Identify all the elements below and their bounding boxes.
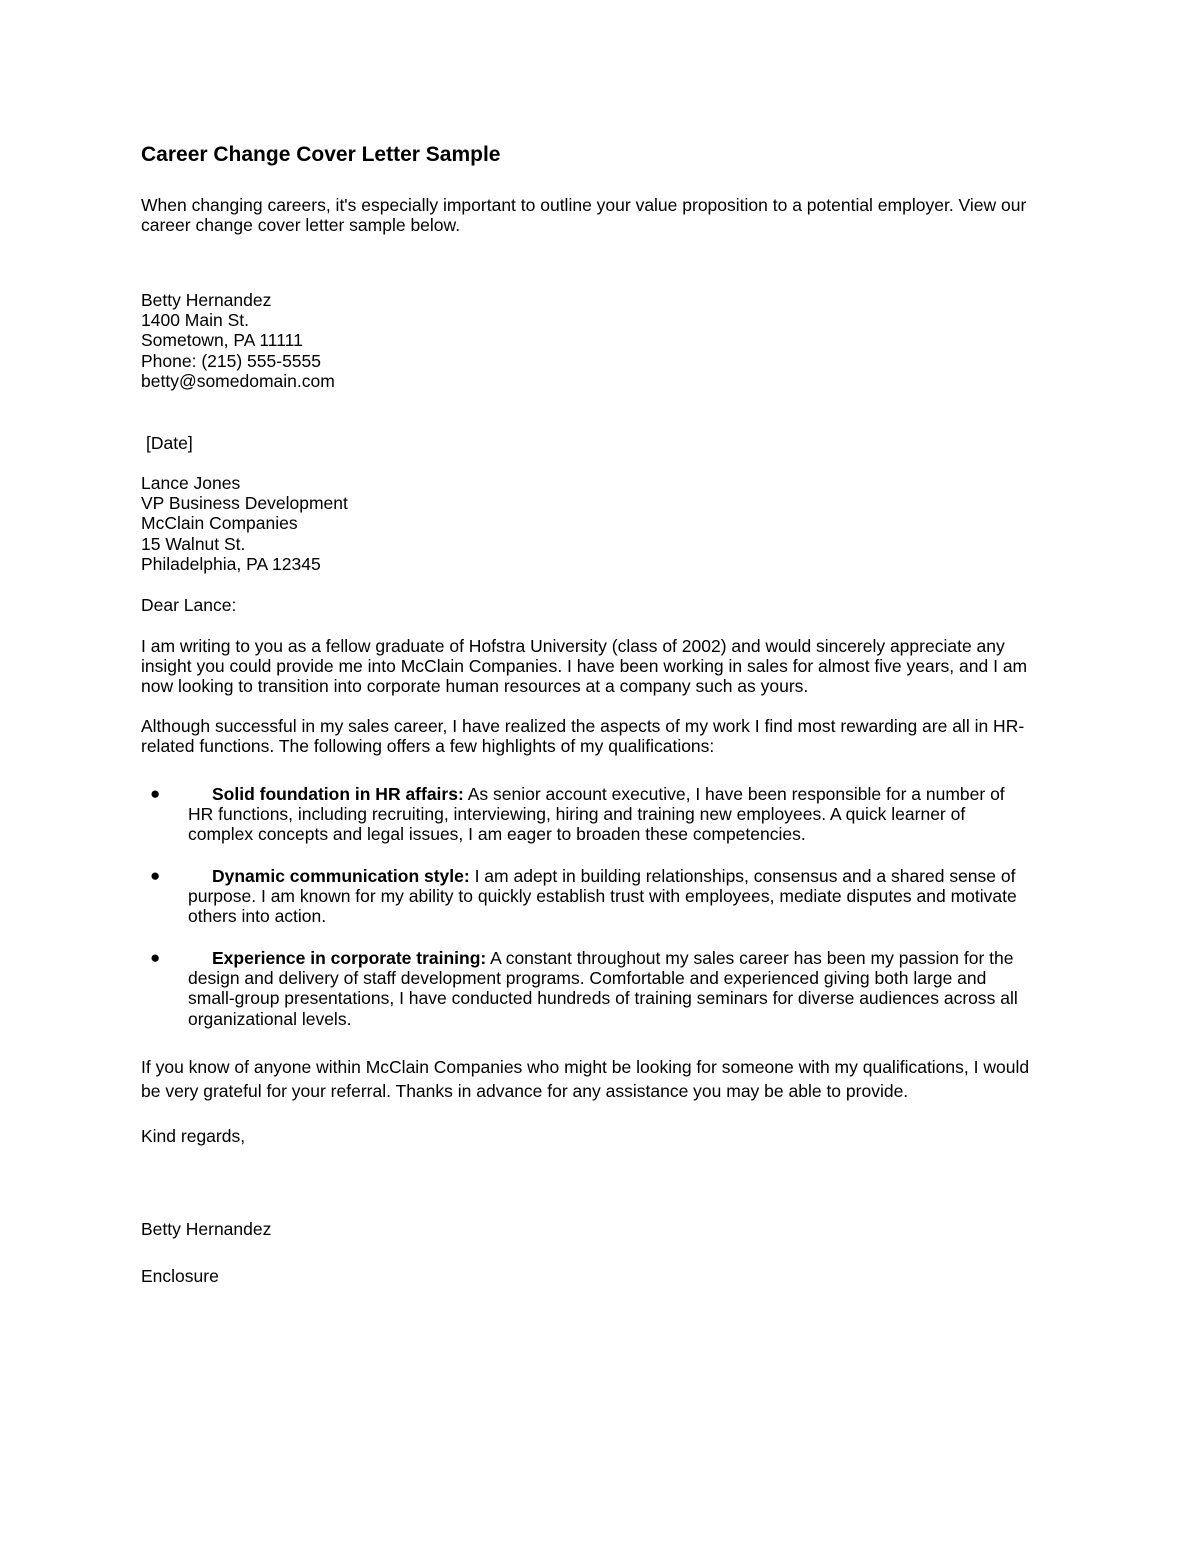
list-item-text <box>188 784 1038 845</box>
sender-address <box>141 290 1041 391</box>
list-item-text <box>188 948 1038 1029</box>
sender-street: 1400 Main St. <box>141 310 249 331</box>
sender-name: Betty Hernandez <box>141 290 272 310</box>
bullet-icon: ● <box>150 948 161 967</box>
body-paragraph-3 <box>141 1055 1041 1103</box>
recipient-street: 15 Walnut St. <box>141 533 246 554</box>
recipient-name: Lance Jones <box>141 473 241 493</box>
sender-city: Sometown, PA 11111 <box>141 330 303 351</box>
enclosure-note: Enclosure <box>141 1266 219 1286</box>
sender-phone: Phone: (215) 555-5555 <box>141 350 321 371</box>
list-item-line: I am adept in building relationships, consensus and a shared sense of <box>469 866 1016 886</box>
paragraph-line: I am writing to you as a fellow graduate of Hofstra University (class of 2002) and would sincerely appreciate any <box>141 636 1005 656</box>
recipient-address <box>141 473 1041 574</box>
salutation: Dear Lance: <box>141 595 237 615</box>
recipient-company: McClain Companies <box>141 513 298 534</box>
recipient-title: VP Business Development <box>141 493 348 514</box>
list-item-line: design and delivery of staff development programs. Comfortable and experienced giving both large and <box>188 968 987 989</box>
list-item-line: others into action. <box>188 906 327 927</box>
intro-paragraph <box>141 195 1041 235</box>
paragraph-line: If you know of anyone within McClain Companies who might be looking for someone with my qualifications, I would <box>141 1057 1030 1077</box>
list-item-line: organizational levels. <box>188 1008 352 1029</box>
paragraph-line: now looking to transition into corporate human resources at a company such as yours. <box>141 676 809 697</box>
sender-email: betty@somedomain.com <box>141 370 335 391</box>
bullet-icon: ● <box>150 866 161 885</box>
paragraph-line: be very grateful for your referral. Thanks in advance for any assistance you may be able to provide. <box>141 1081 909 1101</box>
intro-line: career change cover letter sample below. <box>141 215 461 236</box>
list-item-line: complex concepts and legal issues, I am eager to broaden these competencies. <box>188 824 806 845</box>
list-item-heading: Experience in corporate training: <box>212 948 487 968</box>
list-item-line: purpose. I am known for my ability to quickly establish trust with employees, mediate disputes and motivate <box>188 886 1017 907</box>
recipient-city: Philadelphia, PA 12345 <box>141 553 321 574</box>
signature-name: Betty Hernandez <box>141 1219 272 1239</box>
list-item-line: As senior account executive, I have been responsible for a number of <box>463 784 1005 804</box>
list-item-heading: Solid foundation in HR affairs: <box>212 784 464 804</box>
paragraph-line: related functions. The following offers a few highlights of my qualifications: <box>141 736 715 757</box>
paragraph-line: Although successful in my sales career, I have realized the aspects of my work I find most rewarding are all in HR- <box>141 716 1025 736</box>
list-item-heading: Dynamic communication style: <box>212 866 470 886</box>
list-item-line: HR functions, including recruiting, interviewing, hiring and training new employees. A quick learner of <box>188 804 966 825</box>
list-item-line: A constant throughout my sales career has been my passion for the <box>486 948 1014 968</box>
body-paragraph-2 <box>141 716 1041 756</box>
page-title: Career Change Cover Letter Sample <box>141 143 501 166</box>
list-item-line: small-group presentations, I have conducted hundreds of training seminars for diverse audiences across all <box>188 988 1018 1009</box>
paragraph-line: insight you could provide me into McClain Companies. I have been working in sales for almost five years, and I am <box>141 656 1028 677</box>
list-item-text <box>188 866 1038 927</box>
closing: Kind regards, <box>141 1126 246 1146</box>
bullet-icon: ● <box>150 784 161 803</box>
intro-line: When changing careers, it's especially important to outline your value proposition to a potential employer. View our <box>141 195 1027 215</box>
body-paragraph-1 <box>141 636 1041 697</box>
letter-date: [Date] <box>146 433 193 453</box>
